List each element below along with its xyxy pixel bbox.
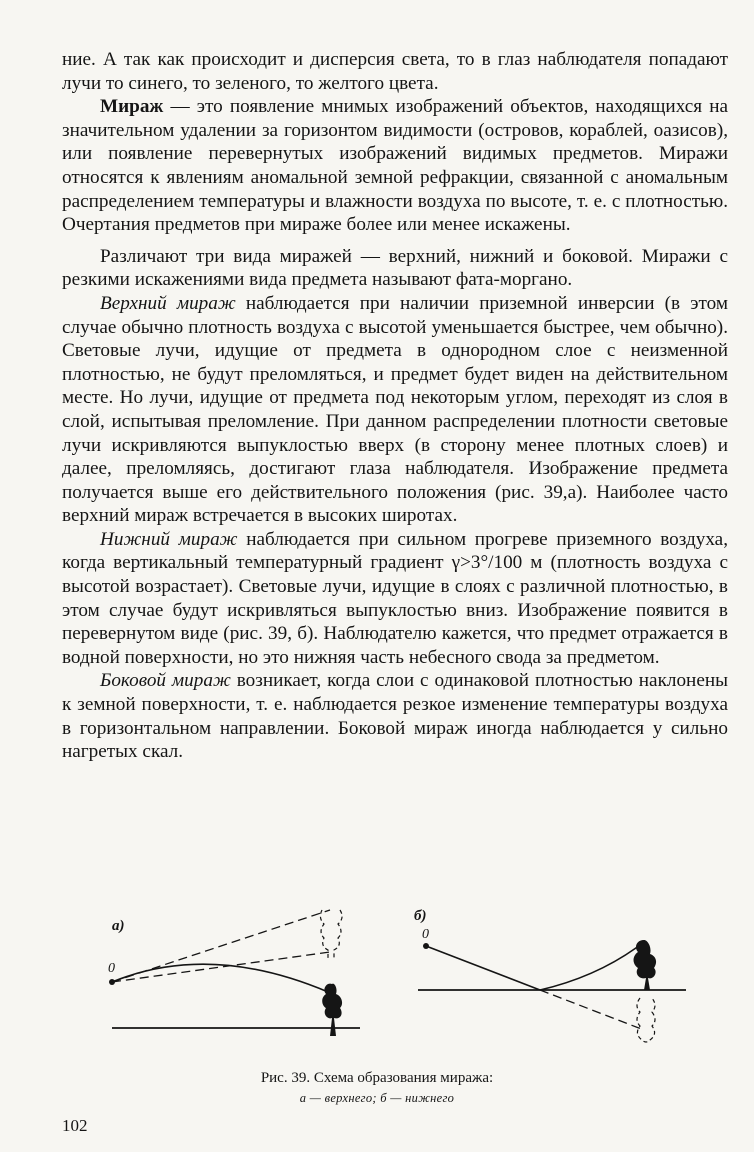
paragraph-side-mirage bbox=[62, 669, 728, 763]
observer-label-b: 0 bbox=[422, 927, 429, 942]
straight-ray-b bbox=[426, 946, 540, 990]
paragraph-mirage-definition bbox=[62, 95, 728, 237]
figure-caption bbox=[0, 1068, 754, 1108]
paragraph-text: Различают три вида миражей — верхний, нижний и боковой. Миражи с резкими искажениями вида предмета называют фата-моргано. bbox=[62, 245, 728, 291]
term-side-mirage: Боковой мираж bbox=[100, 670, 231, 692]
paragraph-mirage-types bbox=[62, 245, 728, 292]
mirage-image-outline-b bbox=[637, 998, 655, 1042]
dashed-ray-top-a bbox=[112, 910, 330, 982]
curved-ray-b bbox=[540, 942, 644, 990]
term-lower-mirage: Нижний мираж bbox=[100, 528, 238, 550]
panel-a-upper-mirage bbox=[108, 910, 360, 1036]
paragraph-continuation bbox=[62, 48, 728, 95]
panel-b-lower-mirage bbox=[414, 908, 686, 1042]
paragraph-text: ние. А так как происходит и дисперсия света, то в глаз наблюдателя попадают лучи то синего, то зеленого, то желтого цвета. bbox=[62, 49, 728, 94]
body-text bbox=[62, 48, 728, 764]
paragraph-text: возникает, когда слои с одинаковой плотностью наклонены к земной поверхности, т. е. наблюдается резкое изменение температуры воздуха в горизонтальном направлении. Боковой мираж иногда наблюдается у сильно нагретых скал. bbox=[62, 670, 728, 763]
paragraph-lower-mirage bbox=[62, 528, 728, 670]
observer-label-a: 0 bbox=[108, 961, 115, 976]
mirage-figure bbox=[0, 880, 754, 1070]
caption-title: Рис. 39. Схема образования миража: bbox=[260, 1070, 494, 1086]
panel-a-label: а) bbox=[112, 918, 125, 934]
dashed-ray-b bbox=[540, 990, 644, 1030]
page-number: 102 bbox=[62, 1116, 88, 1135]
paragraph-text: наблюдается при сильном прогреве приземного воздуха, когда вертикальный температурный градиент γ>3°/100 м (плотность воздуха с высотой возрастает). Световые лучи, идущие в слоях с различной плотностью, в этом случае будут искривляться выпуклостью вниз. Изображение появится в перевернутом виде (рис. 39, б). Наблюдателю кажется, что предмет отражается в водной поверхности, но это нижняя часть небесного свода за предметом. bbox=[62, 528, 728, 668]
dashed-ray-bottom-a bbox=[112, 952, 330, 982]
caption-subtitle: а — верхнего; б — нижнего bbox=[299, 1091, 455, 1105]
tree-object-b bbox=[634, 940, 657, 990]
panel-b-label: б) bbox=[414, 908, 427, 924]
paragraph-upper-mirage bbox=[62, 292, 728, 528]
paragraph-text: — это появление мнимых изображений объектов, находящихся на значительном удалении за горизонтом видимости (островов, кораблей, оазисов), или появление перевернутых изображений видимых предметов. Миражи относятся к явлениям аномальной земной рефракции, связанной с аномальным распределением температуры и влажности воздуха по высоте, т. е. с плотностью. Очертания предметов при мираже более или менее искажены. bbox=[62, 96, 728, 236]
paragraph-text: наблюдается при наличии приземной инверсии (в этом случае обычно плотность воздуха с высотой уменьшается быстрее, чем обычно). Световые лучи, идущие от предмета в однородном слое с неизменной плотностью, не будут преломляться, и предмет будет виден на действительном месте. Но лучи, идущие от предмета под некоторым углом, переходят из слоя в слой, испытывая преломление. При данном распределении плотности световые лучи искривляются выпуклостью вверх (в сторону менее плотных слоев) и далее, преломляясь, достигают глаза наблюдателя. Изображение предмета получается выше его действительного положения (рис. 39,а). Наиболее часто верхний мираж встречается в высоких широтах. bbox=[62, 292, 728, 527]
term-mirage: Мираж bbox=[100, 96, 164, 118]
term-upper-mirage: Верхний мираж bbox=[100, 292, 236, 314]
